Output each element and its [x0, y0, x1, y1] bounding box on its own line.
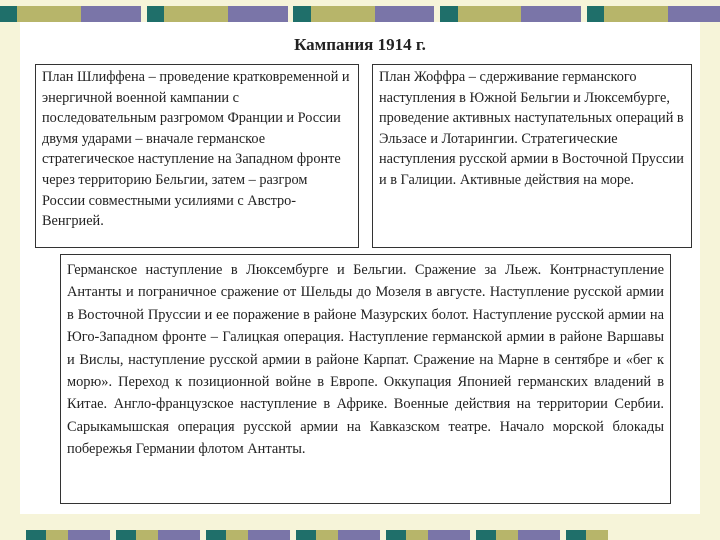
slide-content: [20, 22, 700, 514]
bottom-decorative-bar: [0, 530, 720, 540]
slide-title: Кампания 1914 г.: [294, 35, 426, 54]
events-1914-box: Германское наступление в Люксембурге и Бельгии. Сражение за Льеж. Контрнаступление Антанты и пограничное сражение от Шельды до Мозеля в августе. Наступление русской армии в Восточной Пруссии и ее поражение в районе Мазурских болот. Наступление русской армии на Юго-Западном фронте – Галицкая операция. Наступление германской армии в районе Варшавы и Вислы, наступление русской армии в районе Карпат. Сражение на Марне в сентябре и «бег к морю». Переход к позиционной войне в Европе. Оккупация Японией германских владений в Китае. Англо-французское наступление в Африке. Военные действия на территории Сербии. Сарыкамышская операция русской армии на Кавказском театре. Начало морской блокады побережья Германии флотом Антанты.: [60, 254, 671, 504]
schlieffen-plan-box: План Шлиффена – проведение кратковременной и энергичной военной кампании с последовательным разгромом Франции и России двумя ударами – вначале германское стратегическое наступление на Западном фронте через территорию Бельгии, затем – разгром России совместными усилиями с Австро-Венгрией.: [35, 64, 359, 248]
joffre-plan-box: План Жоффра – сдерживание германского наступления в Южной Бельгии и Люксембурге, проведение активных наступательных операций в Эльзасе и Лотарингии. Стратегические наступления русской армии в Восточной Пруссии и в Галиции. Активные действия на море.: [372, 64, 692, 248]
top-decorative-bar: [0, 6, 720, 22]
